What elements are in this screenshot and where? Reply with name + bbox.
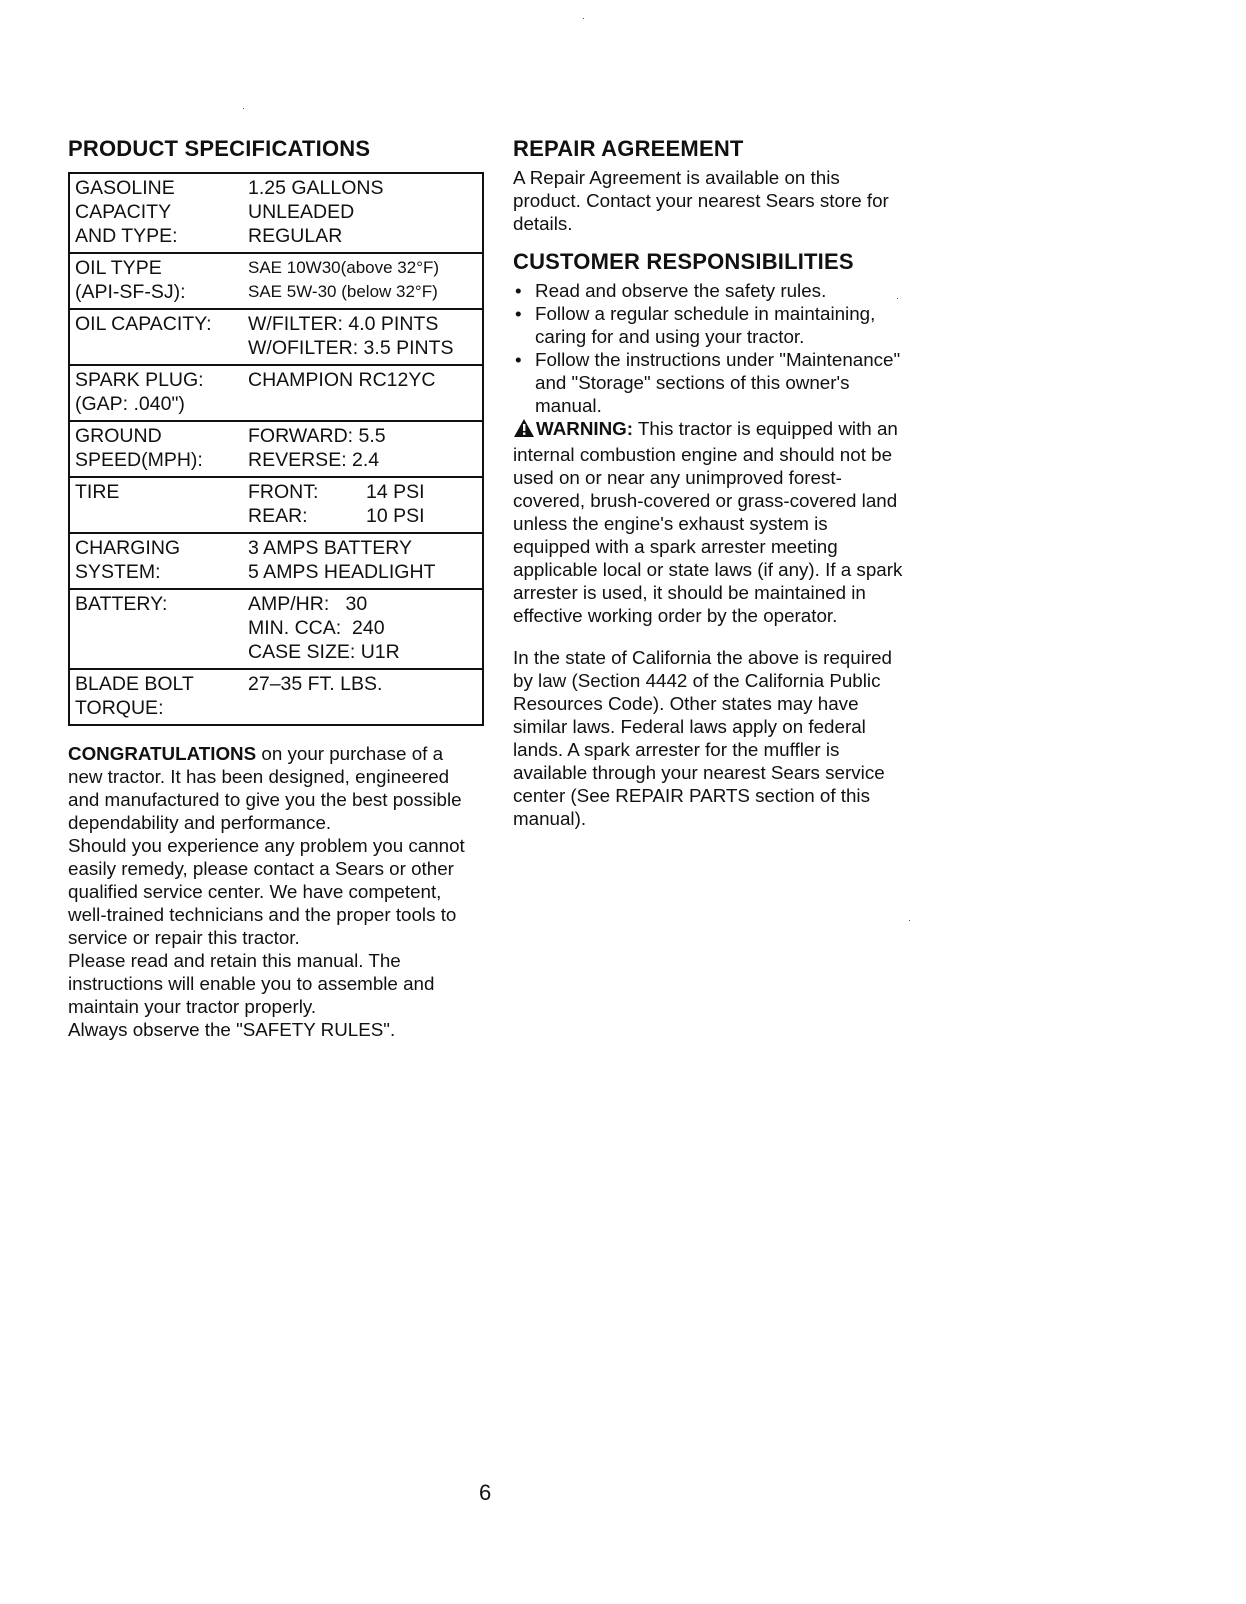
spec-label: SPARK PLUG: (GAP: .040")	[75, 369, 204, 415]
spec-row-blade-bolt	[70, 670, 482, 724]
spec-row-charging-system	[70, 534, 482, 590]
list-item: • Follow the instructions under "Maintenance" and "Storage" sections of this owner's manual.	[513, 348, 903, 417]
spec-value: 1.25 GALLONS UNLEADED REGULAR	[248, 177, 384, 247]
spec-row-battery	[70, 590, 482, 670]
california-paragraph: In the state of California the above is required by law (Section 4442 of the California Public Resources Code). Other states may have similar laws. Federal laws apply on federal lands. A spark arrester for the muffler is available through your nearest Sears service center (See REPAIR PARTS section of this manual).	[513, 646, 892, 829]
spec-label: BATTERY:	[75, 593, 168, 615]
spec-label: GROUND SPEED(MPH):	[75, 425, 203, 471]
spec-label: BLADE BOLT TORQUE:	[75, 673, 194, 719]
spec-value: FORWARD: 5.5 REVERSE: 2.4	[248, 425, 386, 471]
spec-row-ground-speed	[70, 422, 482, 478]
warning-triangle-icon	[513, 418, 535, 443]
warning-paragraph: WARNING: This tractor is equipped with an internal combustion engine and should not be used on or near any unimproved forest-covered, brush-covered or grass-covered land unless the engine's exhaust system is equipped with a spark arrester meeting applicable local or state laws (if any). If a spark arrester is used, it should be maintained in effective working order by the operator.	[513, 418, 903, 626]
spec-label: TIRE	[75, 481, 120, 503]
congrats-paragraph-1: CONGRATULATIONS on your purchase of a new tractor. It has been designed, engineered and manufactured to give you the best possible dependability and performance.	[68, 743, 462, 833]
congrats-paragraph-3: Please read and retain this manual. The instructions will enable you to assemble and maintain your tractor properly.	[68, 950, 435, 1017]
spec-value: 27–35 FT. LBS.	[248, 673, 383, 695]
congrats-paragraph-4: Always observe the "SAFETY RULES".	[68, 1019, 396, 1040]
spec-label: OIL CAPACITY:	[75, 313, 212, 335]
scan-speck	[583, 18, 584, 19]
spec-value: CHAMPION RC12YC	[248, 369, 436, 391]
scan-speck	[909, 920, 910, 921]
congratulations-lead: CONGRATULATIONS	[68, 743, 257, 764]
page-number: 6	[479, 1480, 492, 1505]
left-column	[68, 136, 480, 1041]
list-item: • Follow a regular schedule in maintaining, caring for and using your tractor.	[513, 302, 903, 348]
responsibilities-list	[513, 279, 903, 417]
repair-agreement-text: A Repair Agreement is available on this product. Contact your nearest Sears store for details.	[513, 167, 889, 234]
spec-label: OIL TYPE (API-SF-SJ):	[75, 257, 186, 303]
spec-value: 3 AMPS BATTERY 5 AMPS HEADLIGHT	[248, 537, 436, 583]
spec-row-oil-capacity	[70, 310, 482, 366]
scan-speck	[243, 108, 244, 109]
spec-value: SAE 10W30(above 32°F) SAE 5W-30 (below 32°F)	[248, 258, 440, 301]
spec-row-tire	[70, 478, 482, 534]
spec-label: CHARGING SYSTEM:	[75, 537, 181, 583]
product-specifications-heading: PRODUCT SPECIFICATIONS	[68, 136, 371, 161]
customer-responsibilities-heading: CUSTOMER RESPONSIBILITIES	[513, 249, 854, 274]
spec-value: W/FILTER: 4.0 PINTS W/OFILTER: 3.5 PINTS	[248, 313, 454, 359]
spec-row-spark-plug	[70, 366, 482, 422]
spec-row-oil-type	[70, 254, 482, 310]
spec-table	[68, 172, 484, 726]
spec-row-gasoline	[70, 174, 482, 254]
spec-value: FRONT: 14 PSI REAR: 10 PSI	[248, 481, 425, 527]
list-item: • Read and observe the safety rules.	[513, 279, 903, 302]
spec-value: AMP/HR: 30 MIN. CCA: 240 CASE SIZE: U1R	[248, 593, 400, 663]
congrats-paragraph-2: Should you experience any problem you cannot easily remedy, please contact a Sears or other qualified service center. We have competent, well-trained technicians and the proper tools to service or repair this tractor.	[68, 835, 465, 948]
spec-label: GASOLINE CAPACITY AND TYPE:	[75, 177, 178, 247]
congratulations-section	[68, 742, 480, 1041]
right-column	[513, 136, 903, 830]
repair-agreement-heading: REPAIR AGREEMENT	[513, 136, 744, 161]
scan-speck	[897, 298, 898, 299]
warning-label: WARNING:	[536, 418, 634, 439]
